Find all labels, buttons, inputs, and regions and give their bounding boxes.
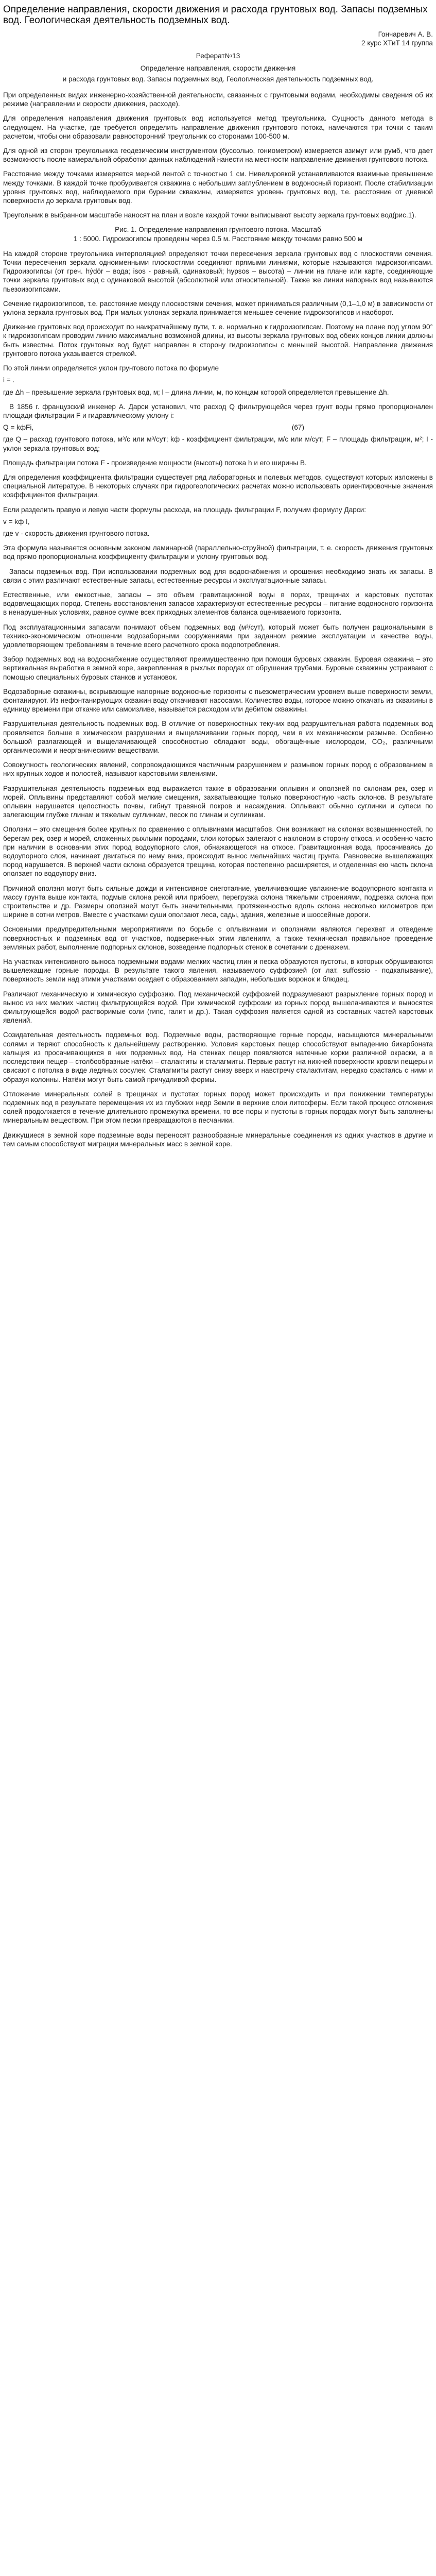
- paragraph: Треугольник в выбранном масштабе наносят на план и возле каждой точки выписывают высоту зеркала грунтовых вод(рис.1).: [3, 211, 416, 219]
- flow-rate-formula: Q = kфFi,: [3, 423, 34, 432]
- paragraph: Созидательная деятельность подземных вод. Подземные воды, растворяющие горные породы, насыщаются минеральными солями и теряют способность к дальнейшему растворению. Условия карстовых пещер способствуют выпадению бикарбоната кальция из просачивающихся в них подземных вод. На стенках пещер появляются натечные корки различной окраски, а в последствии пещер – столбообразные натёки – сталактиты и сталагмиты. Первые растут на нижней поверхности кровли пещеры и свисают с потолка в виде ледяных сосулек. Сталагмиты растут снизу вверх и навстречу сталактитам, нередко срастаясь с ними и образуя колонны. Натёки могут быть самой причудливой формы.: [3, 1031, 433, 1083]
- darcy-intro: В 1856 г. французский инженер А. Дарси установил, что расход Q фильтрующейся через грунт воды прямо пропорционален площади фильтрации F и гидравлическому уклону i:: [3, 402, 433, 419]
- slope-formula: i = .: [3, 376, 15, 384]
- report-subtitle-line-1: Определение направления, скорости движения: [140, 64, 296, 72]
- slope-formula-description: где Δh – превышение зеркала грунтовых вод, м; l – длина линии, м, по концам которой определяется превышение Δh.: [3, 388, 389, 396]
- report-number: Реферат№13: [196, 52, 240, 60]
- paragraph: На каждой стороне треугольника интерполяцией определяют точки пересечения зеркала грунтовых вод с плоскостями сечения. Точки пересечения зеркала одноименными плоскостями соединяют прямыми линиями, которые называются гидроизогипсами. Гидроизогипсы (от греч. hýdōr – вода; isos - равный, одинаковый; hypsos – высота) – линии на плане или карте, соединяющие точки зеркала грунтовых вод с одинаковой высотой (абсолютной или относительной). Также же линии напорных вод называются пьезоизогипсами.: [3, 249, 433, 293]
- paragraph: Совокупность геологических явлений, сопровождающихся частичным разрушением и размывом горных пород с образованием в них крупных ходов и полостей, называют карстовыми явлениями.: [3, 761, 433, 778]
- paragraph: Разрушительная деятельность подземных вод. В отличие от поверхностных текучих вод разрушительная работа подземных вод проявляется больше в химическом разрушении и выщелачивании горных пород, чем в их механическом размыве. Особенно большой разлагающей и выщелачивающей способностью обладают воды, обогащённые кислородом, CO₂, различными органическими и неорганическими веществами.: [3, 720, 433, 754]
- filtration-area-description: Площадь фильтрации потока F - произведение мощности (высоты) потока h и его ширины B.: [3, 459, 307, 467]
- paragraph: По этой линии определяется уклон грунтового потока по формуле: [3, 364, 219, 372]
- paragraph: Различают механическую и химическую суффозию. Под механической суффозией подразумевают разрыхление горных пород и вынос из них мелких частиц фильтрующейся водой. При химической суффозии из горных пород вышелачиваются и выносятся фильтрующейся водой растворимые соли (гипс, галит и др.). Такая суффозия является одной из составных частей карстовых явлений.: [3, 990, 433, 1025]
- paragraph: Сечение гидроизогипсов, т.е. расстояние между плоскостями сечения, может приниматься различным (0,1–1,0 м) в зависимости от уклона зеркала грунтовых вод. При малых уклонах зеркала принимается меньшее сечение гидроизогипсов и наоборот.: [3, 299, 433, 317]
- figure-caption: [3, 225, 433, 243]
- paragraph: Причиной оползня могут быть сильные дожди и интенсивное снеготаяние, увеличивающие увлажнение водоупорного контакта и массу грунта выше контакта, подмыв склона рекой или прибоем, перегрузка склона тяжелыми строениями, подрезка склона при строительстве и др. Размеры оползней могут быть значительными, протяженностью вдоль склона несколько километров при ширине в сотни метров. Вместе с участками суши оползают леса, сады, здания, железные и шоссейные дороги.: [3, 884, 433, 919]
- formula-number: (67): [291, 423, 304, 432]
- paragraph: Основными предупредительными мероприятиями по борьбе с оплывинами и оползнями являются перехват и отведение поверхностных и подземных вод от участков, подверженных этим явлениям, а также техническая правильное проведение земляных работ, выполнение подпорных склонов, возведение подпорных стенок в сочетании с дренажем.: [3, 925, 433, 951]
- paragraph: Под эксплуатационными запасами понимают объем подземных вод (м³/сут), который может быть получен рациональными в технико-экономическом отношении водозаборными сооружениями при заданном режиме эксплуатации и качестве воды, удовлетворяющем требованиям в течение всего расчетного срока водопотребления.: [3, 623, 433, 649]
- paragraph: Забор подземных вод на водоснабжение осуществляют преимущественно при помощи буровых скважин. Буровая скважина – это вертикальная выработка в земной коре, закрепленная в рыхлых породах от обрушения трубами. Буровые скважины устраивают с помощью специальных буровых станков и установок.: [3, 655, 433, 681]
- group-line: 2 курс ХТиТ 14 группа: [361, 39, 433, 47]
- darcy-divide-description: Если разделить правую и левую части формулы расхода, на площадь фильтрации F, получим формулу Дарси:: [3, 505, 366, 514]
- flow-rate-formula-row: [3, 423, 433, 432]
- paragraph: На участках интенсивного выноса подземными водами мелких частиц глин и песка образуются пустоты, в которых обрушиваются вышележащие горные породы. В результате такого явления, называемого суффозией (от лат. suffossio - подкапывание), поверхность земли над этими участками оседает с образованием западин, небольших воронок и блюдец.: [3, 958, 433, 984]
- paragraph: При определенных видах инженерно-хозяйственной деятельности, связанных с грунтовыми водами, необходимы сведения об их режиме (направлении и скорости движения, расходе).: [3, 91, 433, 108]
- paragraph: Эта формула называется основным законом ламинарной (параллельно-струйной) фильтрации, т. е. скорость движения грунтовых вод прямо пропорциональна коэффициенту фильтрации и уклону грунтовых вод.: [3, 544, 433, 561]
- author-line: Гончаревич А. В.: [378, 30, 433, 38]
- paragraph: Запасы подземных вод. При использовании подземных вод для водоснабжения и орошения необходимо знать их запасы. В связи с этим различают естественные запасы, естественные ресурсы и эксплуатационные запасы.: [3, 567, 433, 584]
- paragraph: Оползни – это смещения более крупных по сравнению с оплывинами масштабов. Они возникают на склонах возвышенностей, по берегам рек, озер и морей, сложенных рыхлыми породами, слои которых залегают с наклоном в сторону откоса, и особенно часто при наличии в основании этих пород водоупорного слоя, обнажающегося на откосе. Гравитационная вода, просачиваясь до водоупорного слоя, начинает двигаться по нему вниз, происходит вынос мельчайших частиц грунта. Равновесие вышележащих пород нарушается. В верхней части склона образуется трещина, которая постепенно расширяется, и отделенная ею часть склона оползает по водоупору вниз.: [3, 825, 433, 878]
- paragraph: Водозаборные скважины, вскрывающие напорные водоносные горизонты с пьезометрическим уровнем выше поверхности земли, фонтанируют. Из нефонтанирующих скважин воду откачивают насосами. Количество воды, которое можно откачать из скважины в единицу времени при откачке или самоизливе, называется расходом или дебитом скважины.: [3, 687, 433, 714]
- paragraph: Движение грунтовых вод происходит по наикратчайшему пути, т. е. нормально к гидроизогипсам. Поэтому на плане под углом 90° к гидроизогипсам проводим линию максимально возможной длины, из высоты зеркала грунтовых вод обеих концов линии должны быть известны. Поток грунтовых вод будет направлен в сторону гидроизогипсы с меньшей высотой. Направление движения грунтового потока указывается стрелкой.: [3, 323, 433, 358]
- paragraph: Отложение минеральных солей в трещинах и пустотах горных пород может происходить и при понижении температуры подземных вод в результате перемещения их из глубоких недр Земли в верхние слои литосферы. Если такой процесс отложения солей продолжается в течение длительного промежутка времени, то все поры и пустоты в горных породах могут быть заполнены минеральным веществом. При этом пески превращаются в песчаники.: [3, 1090, 433, 1125]
- paragraph: Расстояние между точками измеряется мерной лентой с точностью 1 см. Нивелировкой устанавливаются взаимные превышение между точками. В каждой точке пробуривается скважина с небольшим заглублением в водоносный горизонт. После стабилизации уровня грунтовых вод, наблюдаемого при бурении скважины, измеряется уровень грунтовых вод, т.е. расстояние от дневной поверхности до зеркала грунтовых вод.: [3, 170, 433, 205]
- velocity-formula-description: где v - скорость движения грунтового потока.: [3, 529, 150, 537]
- velocity-formula: v = kф I,: [3, 517, 30, 526]
- figure-caption-line-2: 1 : 5000. Гидроизогипсы проведены через 0.5 м. Расстояние между точками равно 500 м: [73, 234, 363, 243]
- paragraph: Естественные, или емкостные, запасы – это объем гравитационной воды в порах, трещинах и карстовых пустотах водовмещающих пород. Степень восстановления запасов характеризуют естественные ресурсы – питание водоносного горизонта в ненарушенных условиях, равное сумме всех приходных элементов баланса оцениваемого горизонта.: [3, 590, 433, 617]
- paragraph: Для одной из сторон треугольника геодезическим инструментом (буссолью, гониометром) измеряется азимут или румб, что дает возможность после камеральной обработки данных наблюдений нанести на местности направление движения грунтового потока.: [3, 147, 433, 164]
- paragraph: Для определения направления движения грунтовых вод используется метод треугольника. Сущность данного метода в следующем. На участке, где требуется определить направление движения грунтового потока, намечаются три точки с таким расчетом, чтобы они образовали равносторонний треугольник со сторонами 100-500 м.: [3, 114, 433, 140]
- page-title: Определение направления, скорости движения и расхода грунтовых вод. Запасы подземных вод. Геологическая деятельность подземных вод.: [3, 4, 428, 26]
- report-subtitle-line-2: и расхода грунтовых вод. Запасы подземных вод. Геологическая деятельность подземных вод.: [62, 75, 374, 83]
- paragraph: Разрушительная деятельность подземных вод выражается также в образовании оплывин и оползней по склонам рек, озер и морей. Оплывины представляют собой мелкие смещения, захватывающие только поверхностную часть склонов. В результате оплывин нарушается целостность почвы, гибнут травяной покров и насаждения. Оплывают обычно суглинки и супеси по залегающим глубже глинам и тяжелым суглинкам, песок по глинам и суглинкам.: [3, 784, 433, 819]
- figure-caption-line-1: Рис. 1. Определение направления грунтового потока. Масштаб: [115, 226, 321, 234]
- filtration-coefficient-description: Для определения коэффициента фильтрации существует ряд лабораторных и полевых методов, существуют которых изложены в специальной литературе. В некоторых случаях при гидрогеологических расчетах можно использовать ориентировочные значения коэффициентов фильтрации.: [3, 473, 433, 499]
- flow-rate-formula-description: где Q – расход грунтового потока, м³/с или м³/сут; kф - коэффициент фильтрации, м/с или м/сут; F – площадь фильтрации, м²; I - уклон зеркала грунтовых вод;: [3, 435, 433, 452]
- document-page: [0, 0, 436, 1154]
- paragraph: Движущиеся в земной коре подземные воды переносят разнообразные минеральные соединения из одних участков в другие и тем самым способствуют миграции минеральных масс в земной коре.: [3, 1131, 433, 1148]
